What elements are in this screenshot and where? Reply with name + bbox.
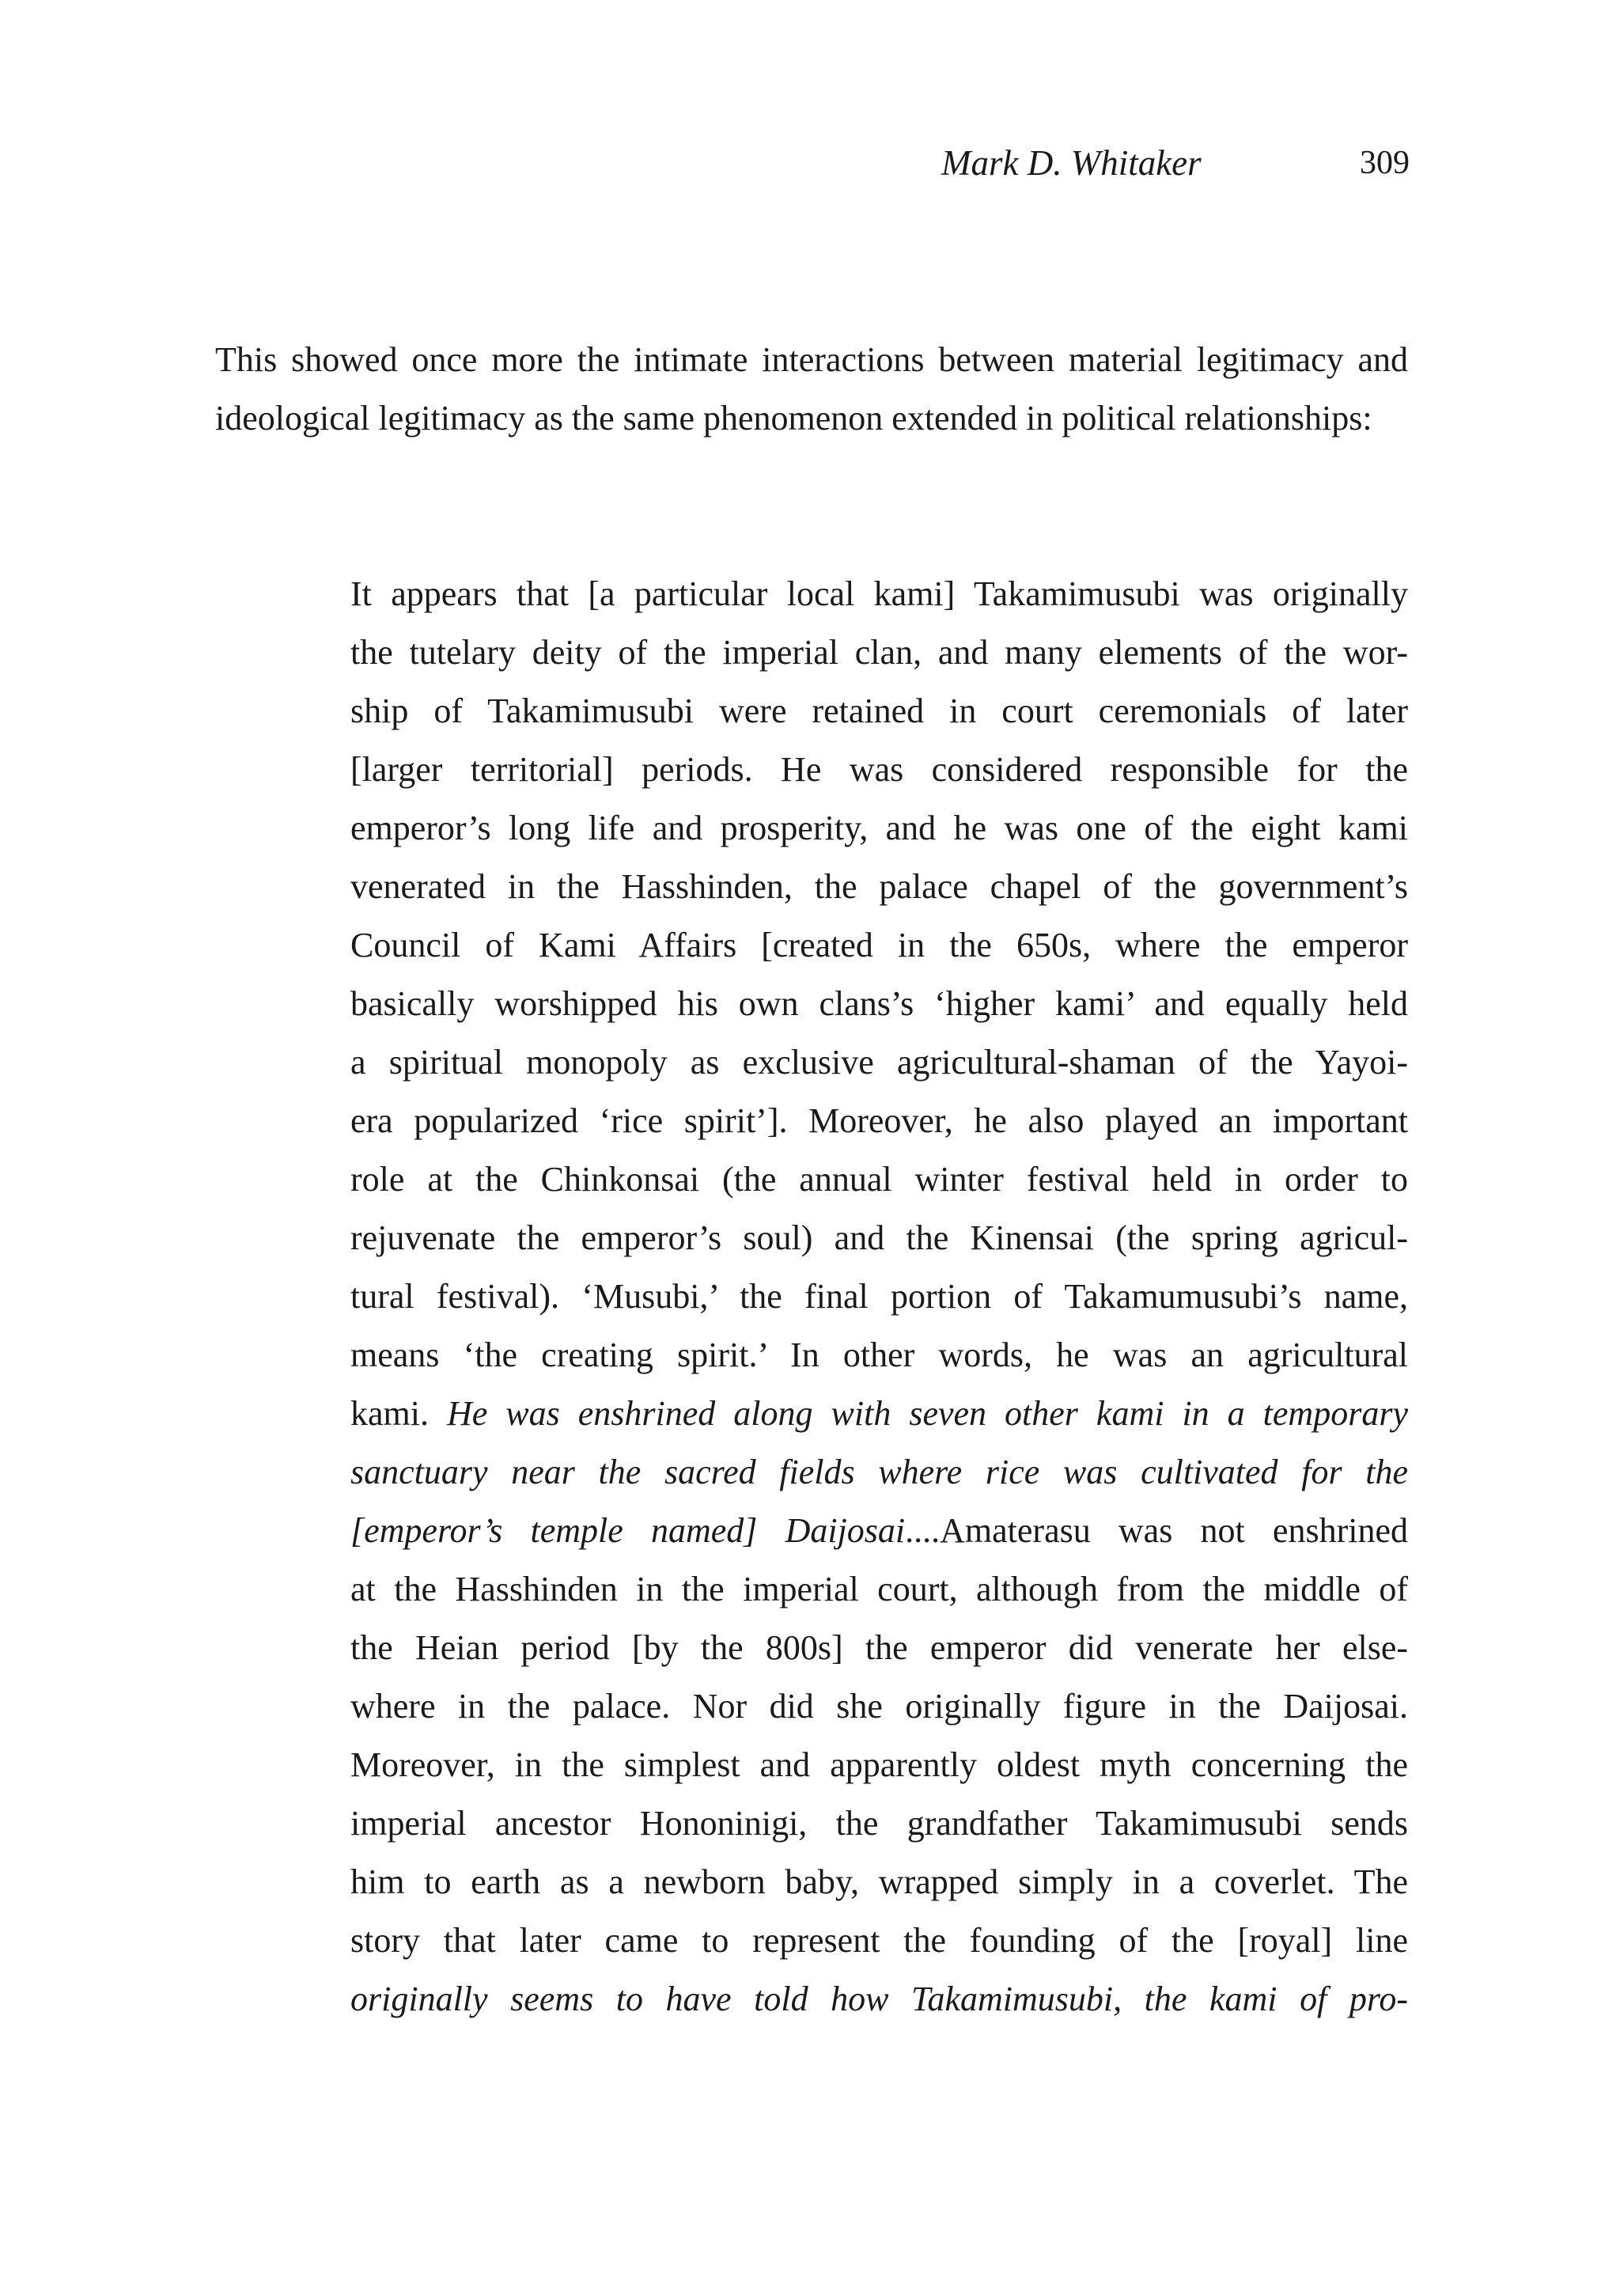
- quote-line: [350, 799, 1408, 858]
- quote-text-segment: him to earth as a newborn baby, wrapped simply in a coverlet. The: [350, 1862, 1408, 1901]
- quote-text-segment: at the Hasshinden in the imperial court, although from the middle of: [350, 1570, 1408, 1608]
- quote-text-segment: story that later came to represent the founding of the [royal] line: [350, 1921, 1408, 1960]
- quote-text-segment: ....Amaterasu was not enshrined: [905, 1511, 1408, 1550]
- quote-line: [350, 1092, 1408, 1150]
- quote-text-segment: rejuvenate the emperor’s soul) and the Kinensai (the spring agricul-: [350, 1218, 1408, 1257]
- quote-line: [350, 1794, 1408, 1853]
- quote-text-segment: the tutelary deity of the imperial clan, and many elements of the wor-: [350, 633, 1408, 672]
- quote-text-segment: the Heian period [by the 800s] the emperor did venerate her else-: [350, 1628, 1408, 1667]
- quote-line: [350, 741, 1408, 799]
- quote-text-segment: kami.: [350, 1394, 447, 1433]
- quote-text-segment: venerated in the Hasshinden, the palace chapel of the government’s: [350, 867, 1408, 906]
- page-number: 309: [1360, 145, 1410, 181]
- quote-line: [350, 1033, 1408, 1092]
- quote-italic-segment: He was enshrined along with seven other kami in a temporary: [446, 1394, 1408, 1433]
- quote-line: [350, 916, 1408, 975]
- intro-paragraph: This showed once more the intimate interactions between material legitimacy and ideological legitimacy as the same phenomenon extended in political relationships:: [215, 340, 1408, 438]
- quote-text-segment: Moreover, in the simplest and apparently oldest myth concerning the: [350, 1745, 1408, 1784]
- quote-italic-segment: originally seems to have told how Takamimusubi, the kami of pro-: [350, 1980, 1408, 2018]
- block-quote: [350, 565, 1408, 2029]
- quote-line: [350, 1911, 1408, 1970]
- quote-line: [350, 1209, 1408, 1267]
- quote-line: [350, 682, 1408, 741]
- quote-line: [350, 1150, 1408, 1209]
- quote-text-segment: imperial ancestor Hononinigi, the grandfather Takamimusubi sends: [350, 1804, 1408, 1843]
- quote-line: [350, 1677, 1408, 1736]
- running-head-author: Mark D. Whitaker: [941, 143, 1202, 183]
- quote-italic-segment: sanctuary near the sacred fields where rice was cultivated for the: [350, 1453, 1408, 1491]
- quote-text-segment: where in the palace. Nor did she originally figure in the Daijosai.: [350, 1687, 1408, 1726]
- quote-text-segment: basically worshipped his own clans’s ‘higher kami’ and equally held: [350, 984, 1408, 1023]
- quote-line: [350, 858, 1408, 916]
- quote-line: [350, 1619, 1408, 1677]
- quote-line: [350, 1267, 1408, 1326]
- quote-line: [350, 1560, 1408, 1619]
- quote-text-segment: Council of Kami Affairs [created in the 650s, where the emperor: [350, 926, 1408, 964]
- quote-text-segment: role at the Chinkonsai (the annual winter festival held in order to: [350, 1160, 1408, 1199]
- quote-text-segment: tural festival). ‘Musubi,’ the final portion of Takamumusubi’s name,: [350, 1277, 1408, 1316]
- quote-line: [350, 1970, 1408, 2029]
- quote-line: [350, 1326, 1408, 1385]
- quote-text-segment: era popularized ‘rice spirit’]. Moreover, he also played an important: [350, 1101, 1408, 1140]
- quote-text-segment: It appears that [a particular local kami] Takamimusubi was originally: [350, 574, 1408, 613]
- quote-text-segment: means ‘the creating spirit.’ In other words, he was an agricultural: [350, 1336, 1408, 1374]
- running-head: [0, 139, 1620, 187]
- quote-line: [350, 623, 1408, 682]
- quote-text-segment: a spiritual monopoly as exclusive agricultural-shaman of the Yayoi-: [350, 1043, 1408, 1082]
- quote-text-segment: ship of Takamimusubi were retained in court ceremonials of later: [350, 691, 1408, 730]
- quote-line: [350, 1853, 1408, 1911]
- quote-line: [350, 1443, 1408, 1502]
- quote-line: [350, 1502, 1408, 1560]
- quote-line: [350, 1736, 1408, 1794]
- quote-line: [350, 565, 1408, 623]
- quote-text-segment: emperor’s long life and prosperity, and he was one of the eight kami: [350, 809, 1408, 847]
- quote-text-segment: [larger territorial] periods. He was considered responsible for the: [350, 750, 1408, 789]
- quote-line: [350, 975, 1408, 1033]
- quote-line: [350, 1385, 1408, 1443]
- quote-italic-segment: [emperor’s temple named] Daijosai: [350, 1511, 906, 1550]
